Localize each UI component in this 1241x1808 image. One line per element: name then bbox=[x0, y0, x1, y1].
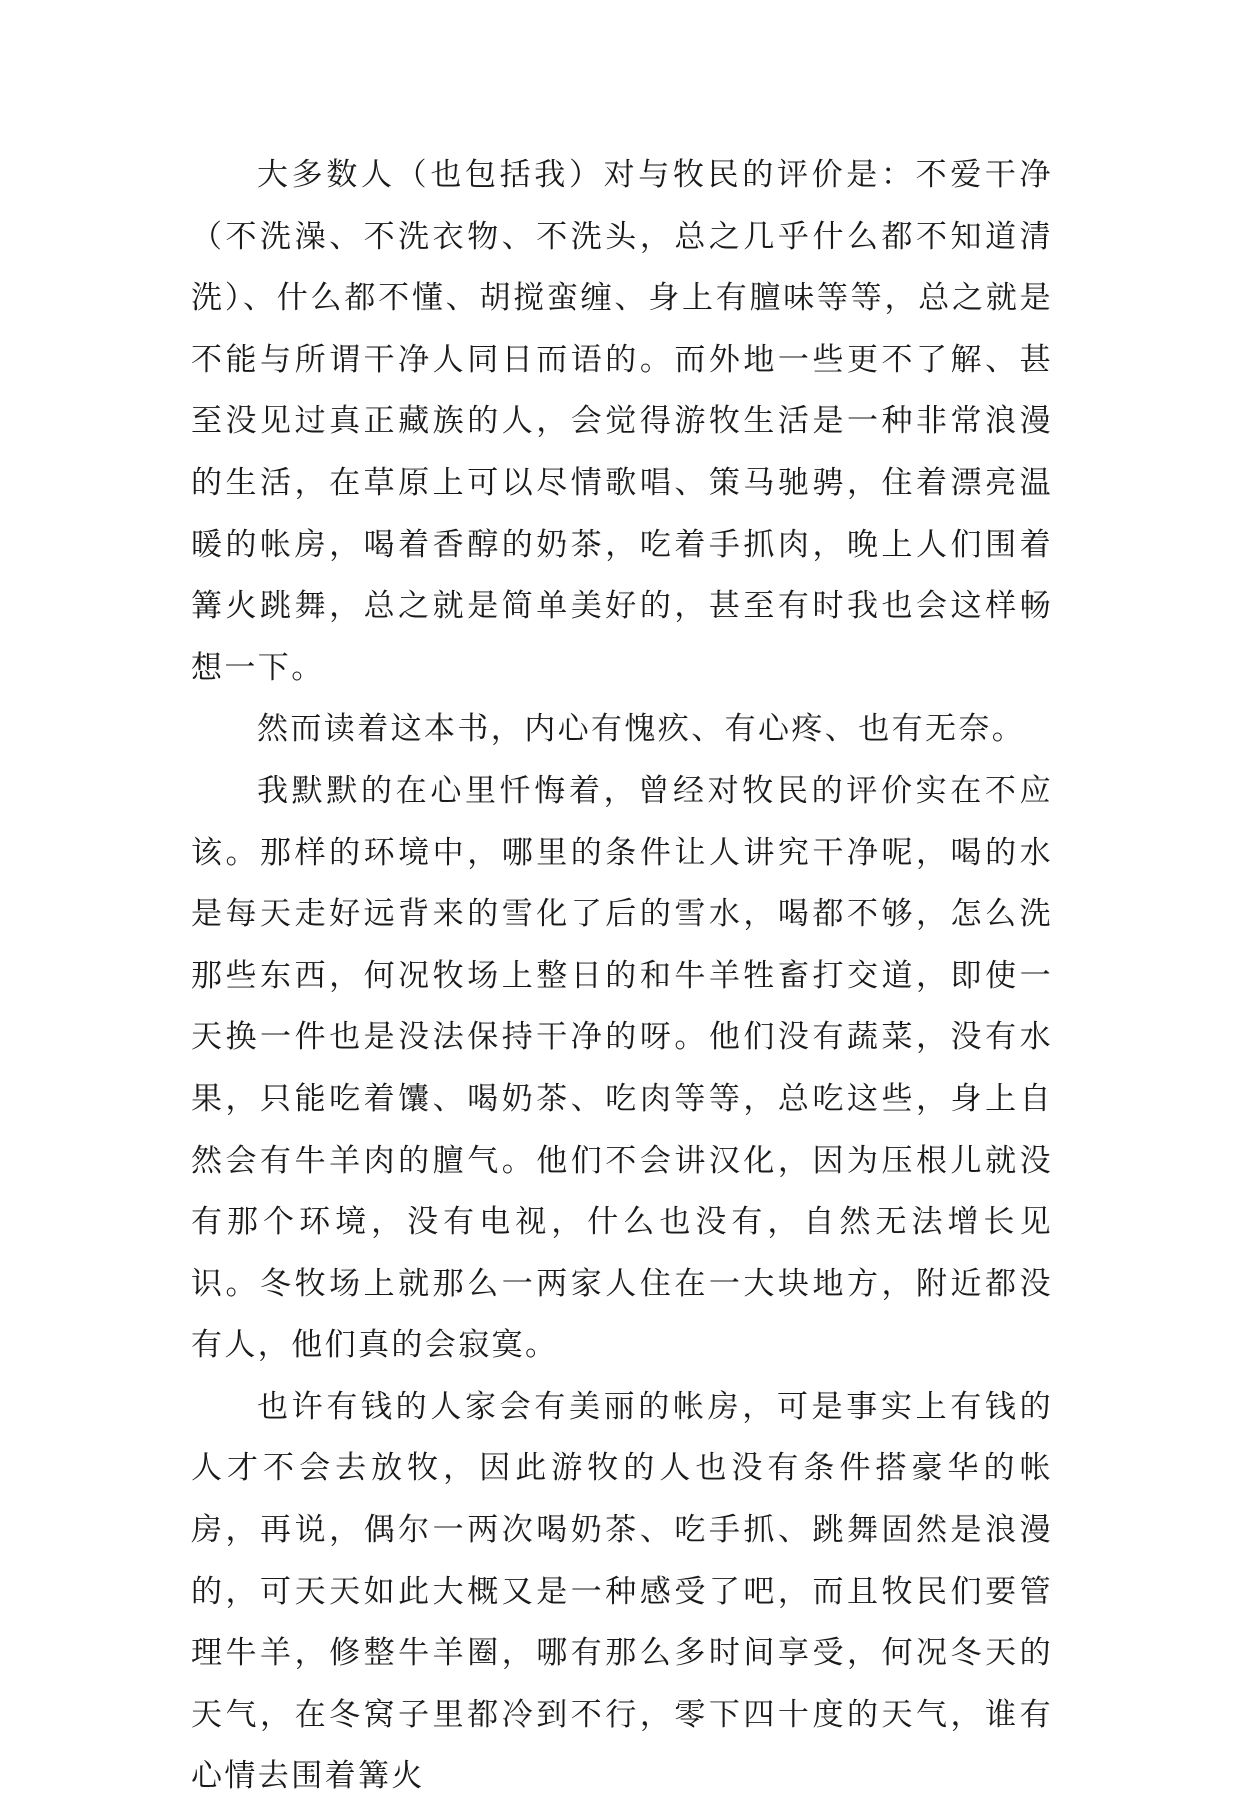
paragraph-2: 然而读着这本书，内心有愧疚、有心疼、也有无奈。 bbox=[257, 711, 1026, 748]
paragraph-1: 大多数人（也包括我）对与牧民的评价是：不爱干净（不洗澡、不洗衣物、不洗头，总之几乎什么都不知道清洗）、什么都不懂、胡搅蛮缠、身上有膻味等等，总之就是不能与所谓干净人同日而语的。而外地一些更不了解、甚至没见过真正藏族的人，会觉得游牧生活是一种非常浪漫的生活，在草原上可以尽情歌唱、策马驰骋，住着漂亮温暖的帐房，喝着香醇的奶茶，吃着手抓肉，晚上人们围着篝火跳舞，总之就是简单美好的，甚至有时我也会这样畅想一下。 bbox=[191, 157, 1053, 686]
paragraph-4: 也许有钱的人家会有美丽的帐房，可是事实上有钱的人才不会去放牧，因此游牧的人也没有条件搭豪华的帐房，再说，偶尔一两次喝奶茶、吃手抓、跳舞固然是浪漫的，可天天如此大概又是一种感受了吧，而且牧民们要管理牛羊，修整牛羊圈，哪有那么多时间享受，何况冬天的天气，在冬窝子里都冷到不行，零下四十度的天气，谁有心情去围着篝火 bbox=[191, 1388, 1053, 1795]
paragraph-3: 我默默的在心里忏悔着，曾经对牧民的评价实在不应该。那样的环境中，哪里的条件让人讲究干净呢，喝的水是每天走好远背来的雪化了后的雪水，喝都不够，怎么洗那些东西，何况牧场上整日的和牛羊牲畜打交道，即使一天换一件也是没法保持干净的呀。他们没有蔬菜，没有水果，只能吃着馕、喝奶茶、吃肉等等，总吃这些，身上自然会有牛羊肉的膻气。他们不会讲汉化，因为压根儿就没有那个环境，没有电视，什么也没有，自然无法增长见识。冬牧场上就那么一两家人住在一大块地方，附近都没有人，他们真的会寂寞。 bbox=[191, 772, 1053, 1364]
document-body bbox=[191, 145, 1053, 1808]
